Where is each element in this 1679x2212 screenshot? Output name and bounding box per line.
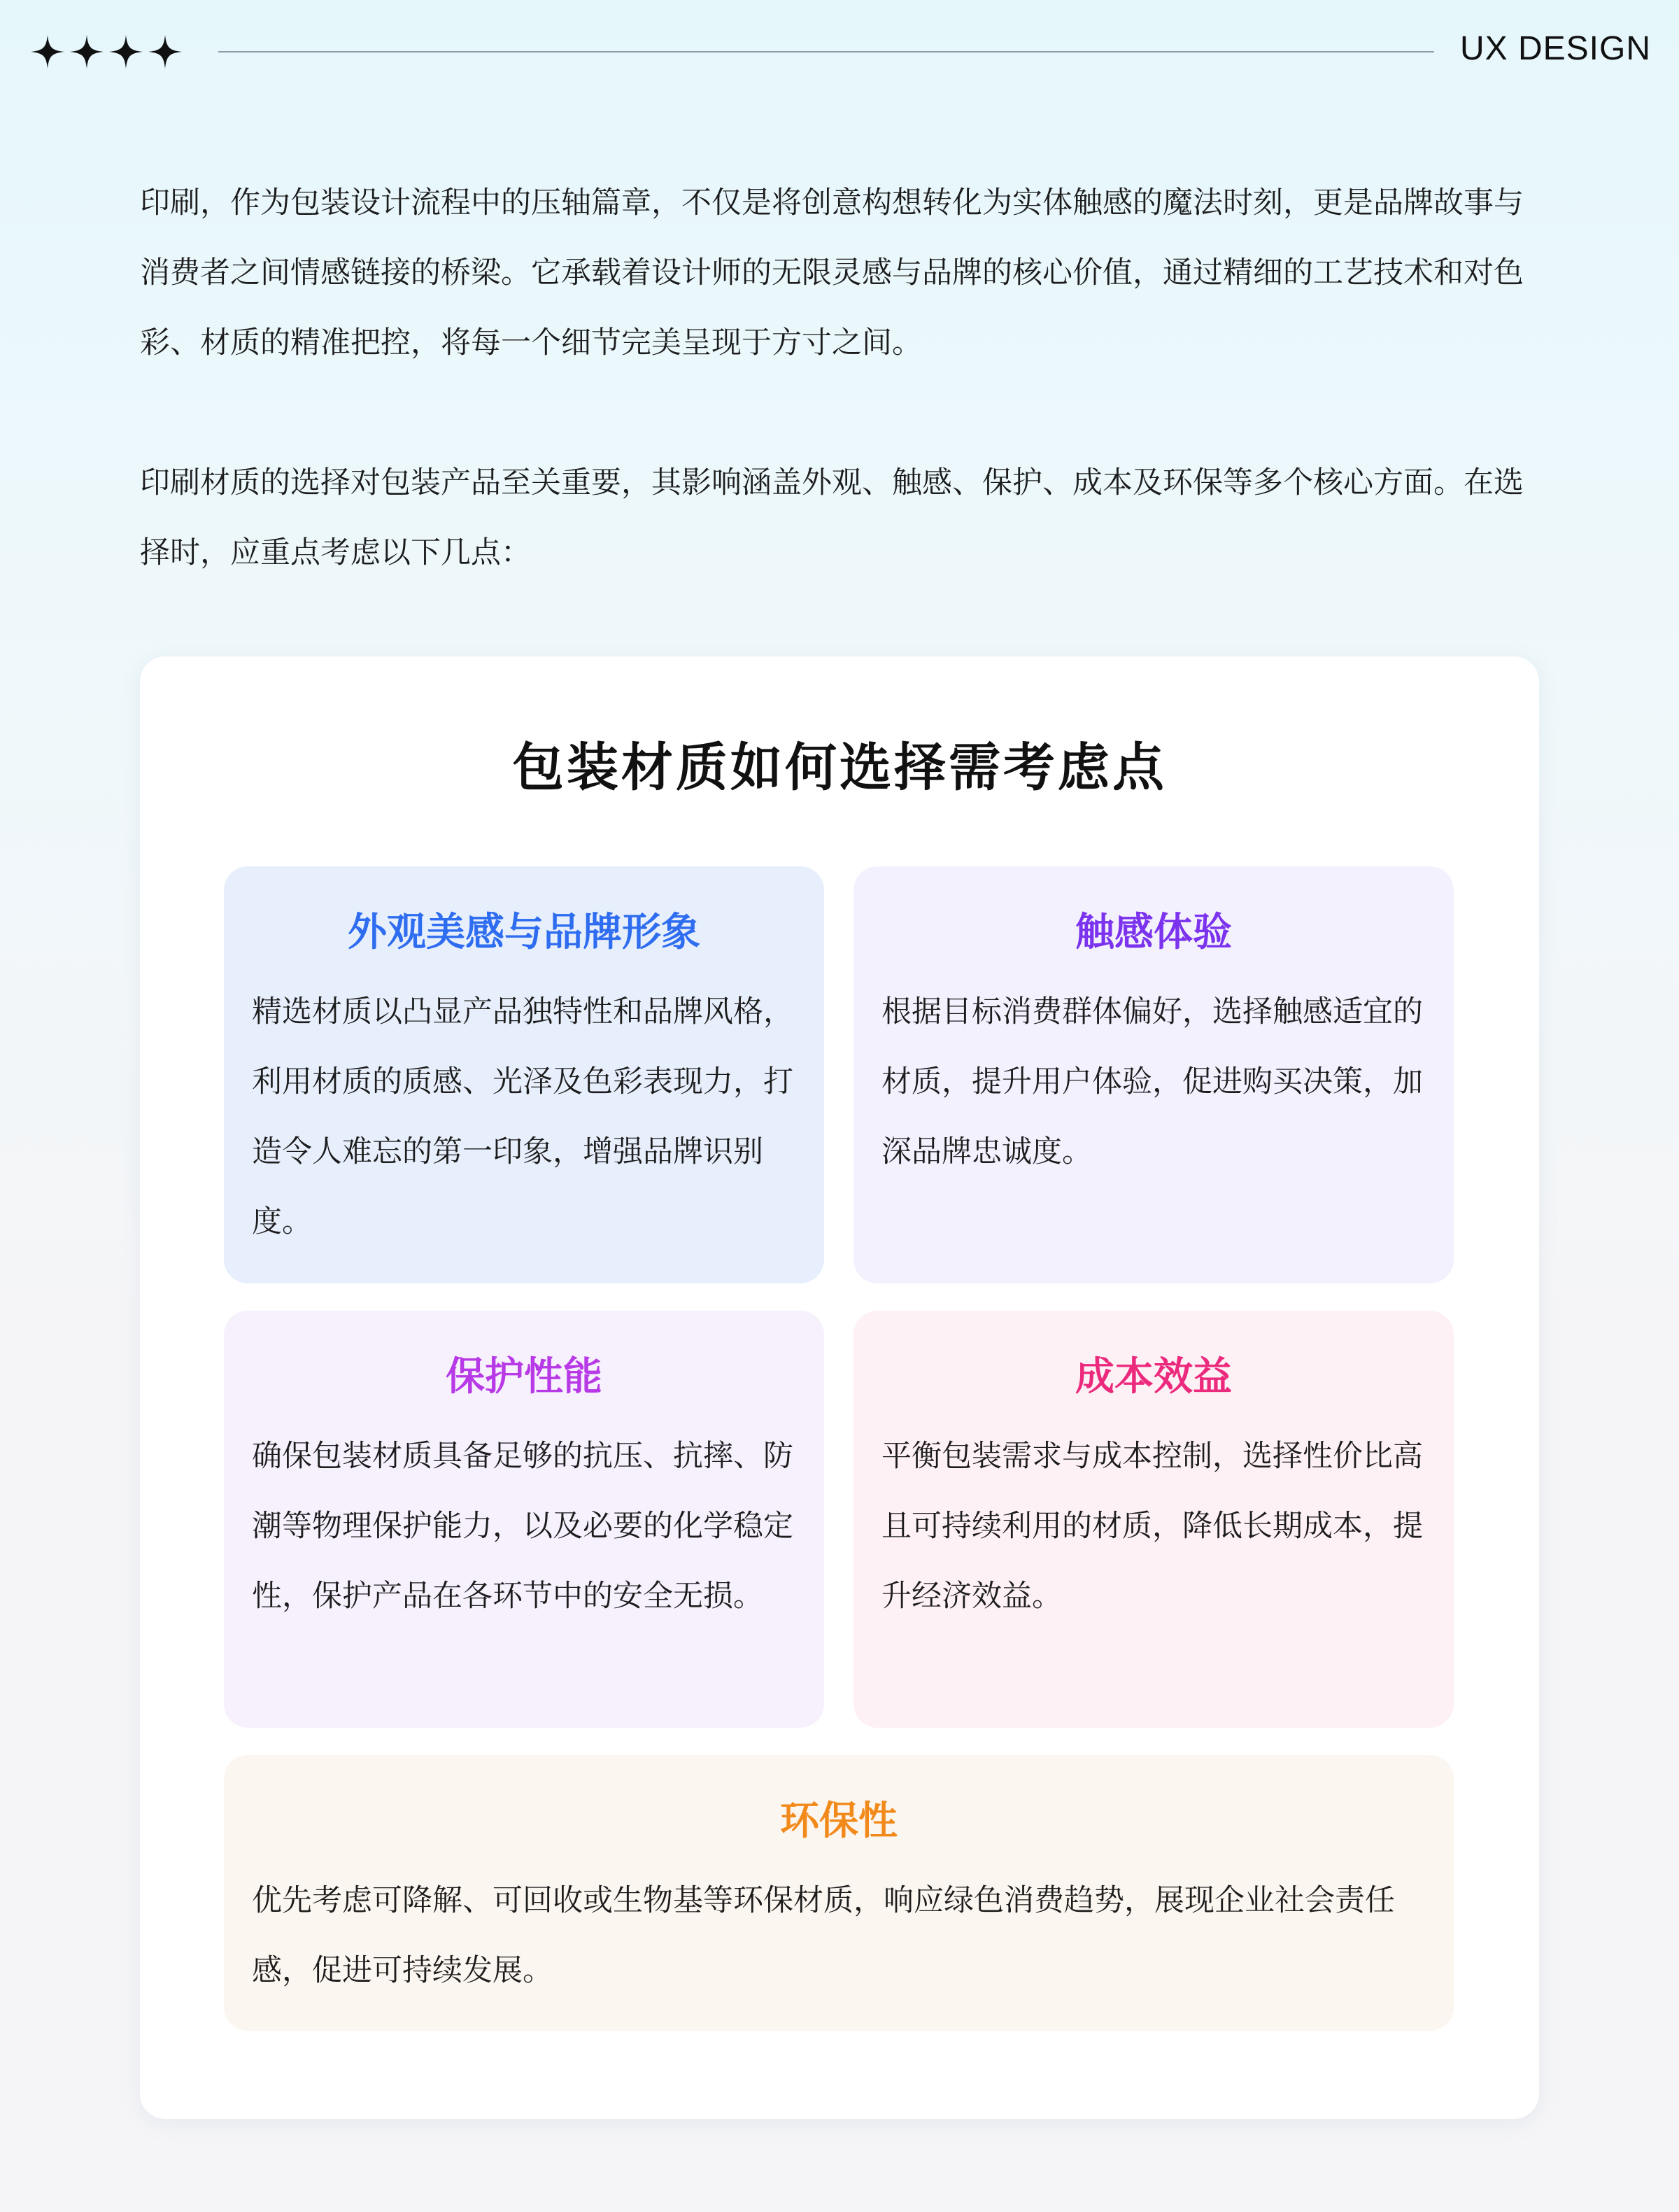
item-protection [224, 1311, 824, 1728]
item-touch [853, 866, 1454, 1283]
card-title: 包装材质如何选择需考虑点 [512, 738, 1167, 798]
four-point-star-icon [67, 27, 106, 77]
item-cost [853, 1311, 1454, 1728]
item-text: 精选材质以凸显产品独特性和品牌风格，利用材质的质感、光泽及色彩表现力，打造令人难忘的第一印象，增强品牌识别度。 [252, 994, 793, 1239]
item-text: 确保包装材质具备足够的抗压、抗摔、防潮等物理保护能力，以及必要的化学稳定性，保护产品在各环节中的安全无损。 [252, 1439, 793, 1614]
four-point-star-icon [28, 27, 67, 77]
item-text: 平衡包装需求与成本控制，选择性价比高且可持续利用的材质，降低长期成本，提升经济效益。 [881, 1439, 1423, 1614]
item-text: 优先考虑可降解、可回收或生物基等环保材质，响应绿色消费趋势，展现企业社会责任感，促进可持续发展。 [252, 1883, 1395, 1988]
item-title: 保护性能 [446, 1354, 602, 1400]
intro-paragraph-2: 印刷材质的选择对包装产品至关重要，其影响涵盖外观、触感、保护、成本及环保等多个核心方面。在选择时，应重点考虑以下几点： [140, 465, 1524, 570]
item-eco [224, 1755, 1454, 2031]
intro-paragraph-1: 印刷，作为包装设计流程中的压轴篇章，不仅是将创意构想转化为实体触感的魔法时刻，更是品牌故事与消费者之间情感链接的桥梁。它承载着设计师的无限灵感与品牌的核心价值，通过精细的工艺技术和对色彩、材质的精准把控，将每一个细节完美呈现于方寸之间。 [140, 185, 1524, 360]
item-title: 环保性 [780, 1798, 898, 1844]
stars-decoration [28, 27, 185, 77]
header-divider [218, 51, 1434, 52]
item-title: 成本效益 [1075, 1354, 1232, 1400]
four-point-star-icon [106, 27, 146, 77]
considerations-card [140, 656, 1539, 2119]
item-title: 触感体验 [1075, 910, 1232, 955]
header-title: UX DESIGN [1459, 30, 1651, 67]
item-text: 根据目标消费群体偏好，选择触感适宜的材质，提升用户体验，促进购买决策，加深品牌忠诚度。 [881, 994, 1423, 1169]
item-appearance [224, 866, 824, 1283]
page-header [28, 27, 1651, 77]
item-title: 外观美感与品牌形象 [348, 910, 700, 955]
four-point-star-icon [146, 27, 185, 77]
